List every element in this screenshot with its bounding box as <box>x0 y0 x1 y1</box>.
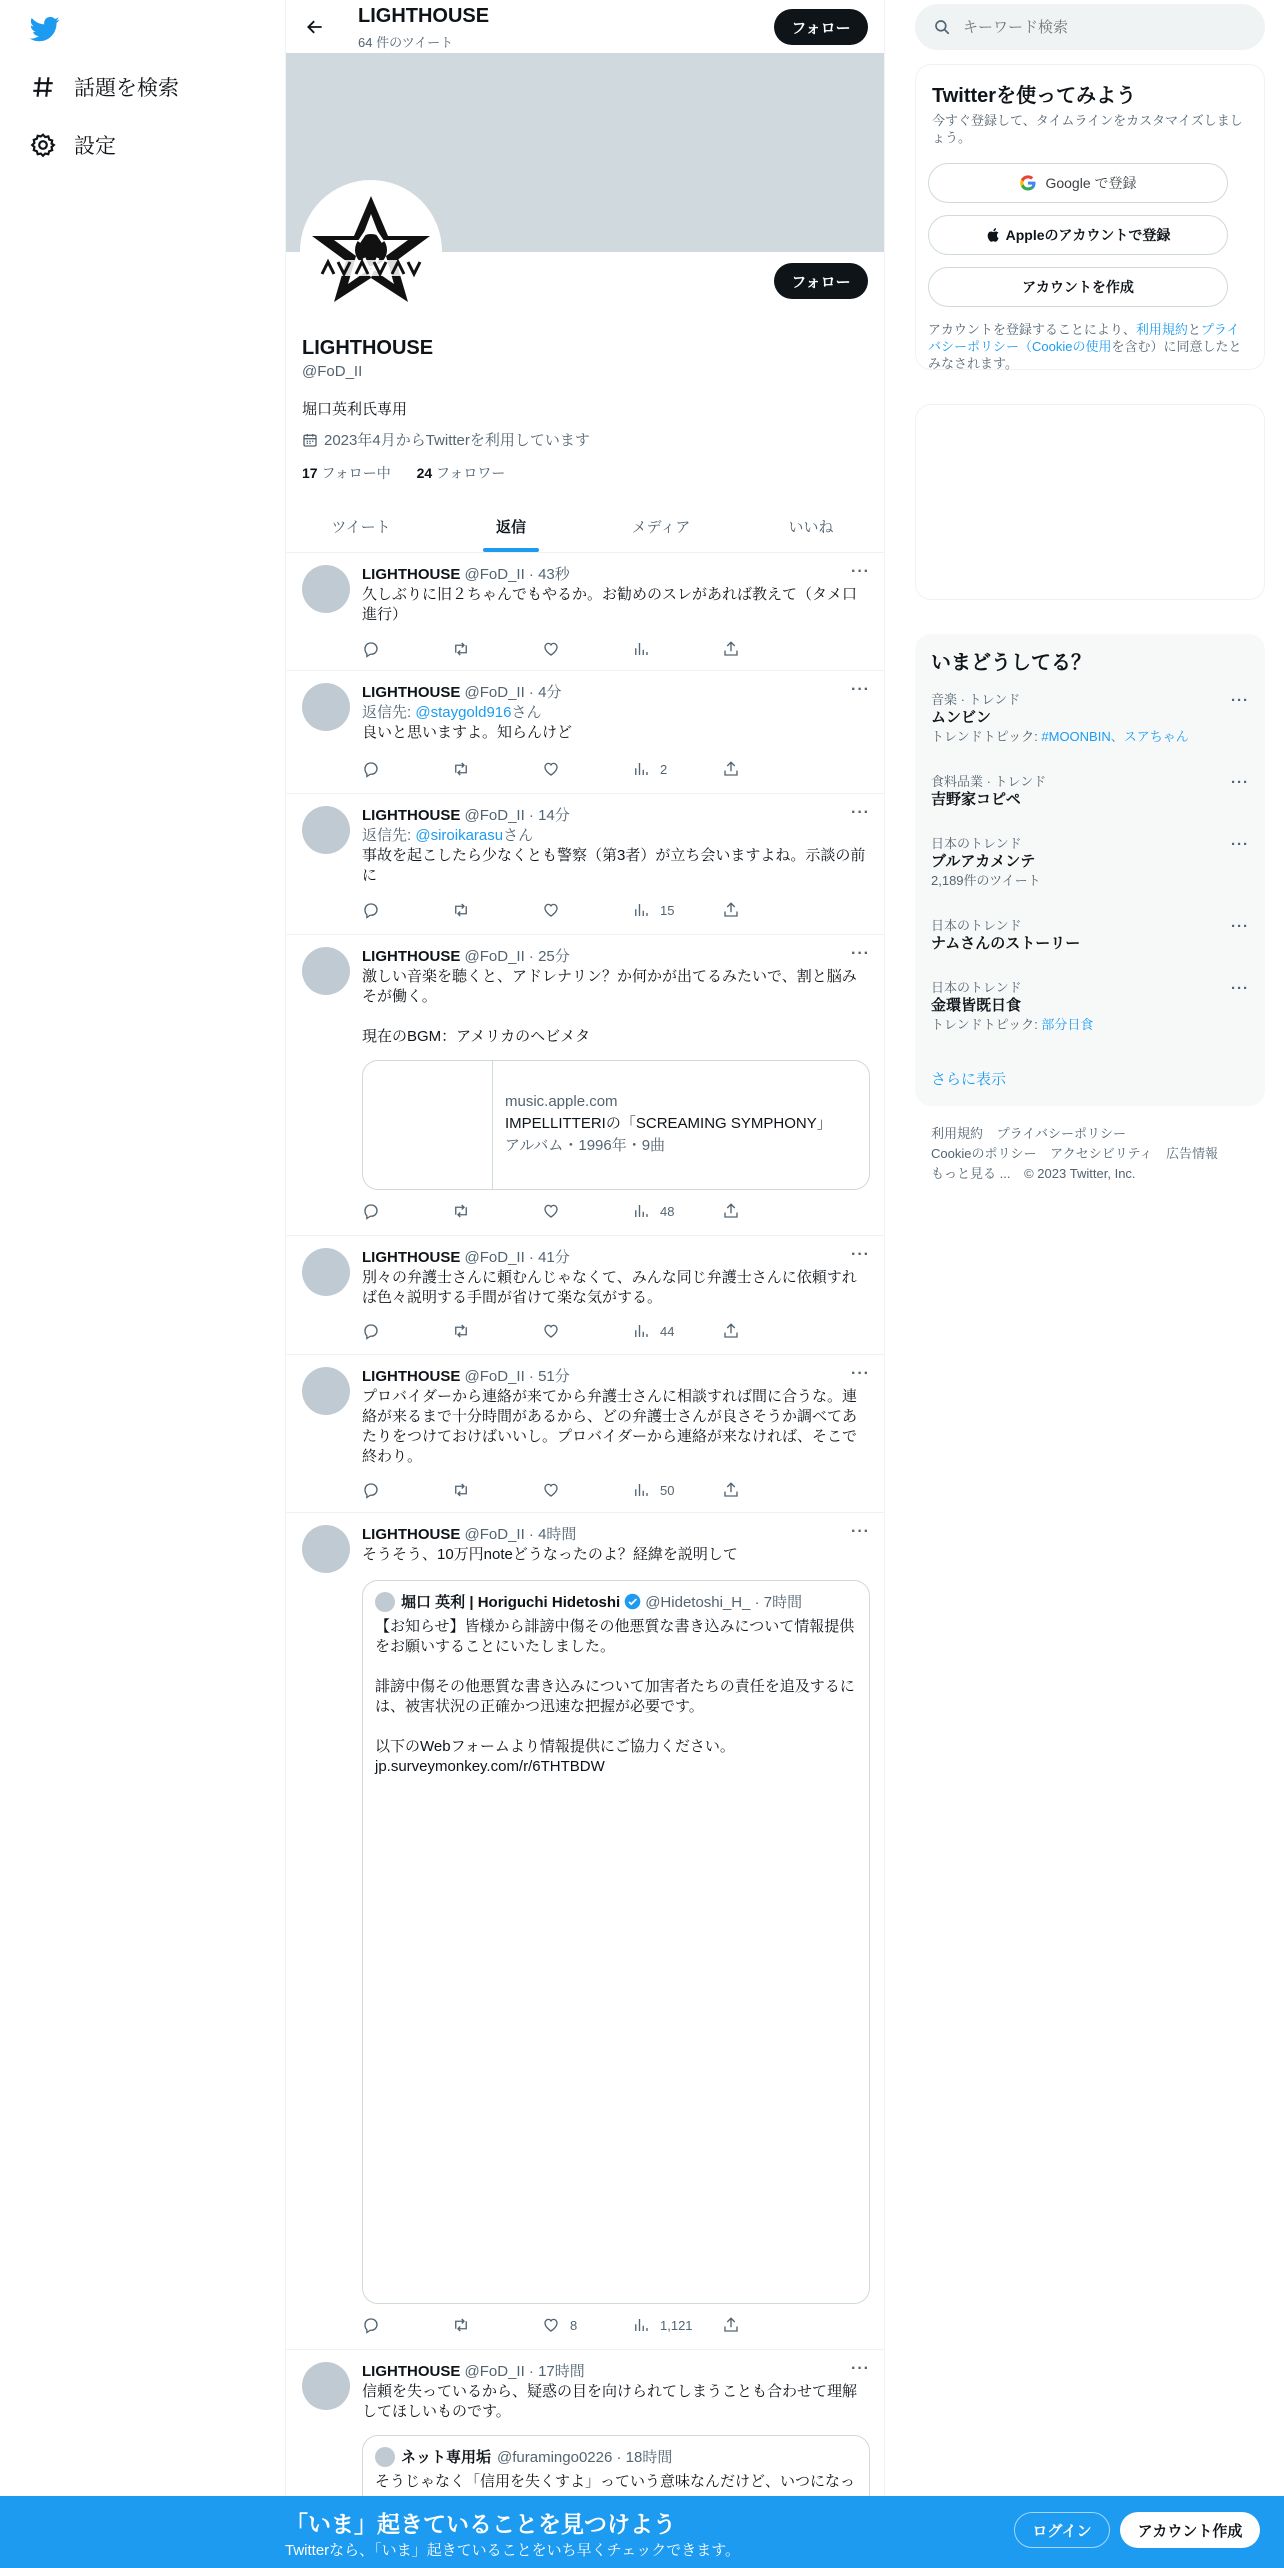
nav-settings[interactable] <box>28 130 116 160</box>
trend-item[interactable] <box>931 918 1249 954</box>
trend-category: 日本のトレンド <box>931 918 1022 933</box>
legal-text: アカウントを登録することにより、 <box>928 322 1136 337</box>
reply-suffix: さん <box>503 827 534 844</box>
google-icon <box>1019 174 1037 192</box>
login-button[interactable]: ログイン <box>1014 2512 1110 2548</box>
tweet-avatar[interactable] <box>302 565 350 613</box>
share-icon <box>722 640 750 658</box>
tweet-body <box>362 947 870 1047</box>
signup-title: Twitterを使ってみよう <box>932 85 1137 107</box>
tweet-text: 別々の弁護士さんに頼むんじゃなくて、みんな同じ弁護士さんに依頼すれば色々説明する手間が省けて楽な気がする。 <box>362 1269 857 1306</box>
tab-likes[interactable]: いいね <box>788 518 834 536</box>
reply-icon <box>362 1481 390 1499</box>
views-count: 44 <box>660 1323 675 1339</box>
profile-header-bar <box>286 0 885 53</box>
trend-topic-prefix: トレンドトピック: <box>931 1017 1042 1032</box>
views-count: 48 <box>660 1203 675 1219</box>
more-icon[interactable]: ··· <box>1231 836 1249 853</box>
tweet-author-name[interactable]: LIGHTHOUSE <box>362 1526 461 1543</box>
like-button[interactable] <box>542 1321 632 1341</box>
legal-text: と <box>1187 322 1201 337</box>
trend-tweet-count: 2,189件のツイート <box>931 873 1041 888</box>
search-input[interactable] <box>963 19 1243 36</box>
more-icon[interactable]: ··· <box>851 804 870 821</box>
views-button[interactable] <box>632 900 722 920</box>
tweet-author-name[interactable]: LIGHTHOUSE <box>362 948 461 965</box>
link-card-domain: music.apple.com <box>505 1093 618 1110</box>
trend-item[interactable] <box>931 692 1249 746</box>
trend-subtitle <box>931 728 1249 746</box>
heart-icon <box>542 1322 570 1340</box>
trend-category: 食料品業 · トレンド <box>931 774 1047 789</box>
reply-icon <box>362 640 390 658</box>
left-nav <box>0 0 285 2568</box>
tweet-actions <box>362 2315 812 2335</box>
share-icon <box>722 901 750 919</box>
nav-explore-label: 話題を検索 <box>74 77 179 100</box>
quoted-tweet-text: 【お知らせ】皆様から誹謗中傷その他悪質な書き込みについて情報提供をお願いすることにいたしました。 誹謗中傷その他悪質な書き込みについて加害者たちの責任を追及するには、被害状況の正確かつ迅速な把握が必要です。 以下のWebフォームより情報提供にご協力ください。 jp.surveymonkey.com/r/6THTBDW <box>375 1618 855 1775</box>
reply-prefix: 返信先: <box>362 704 416 721</box>
tweet-actions <box>362 1480 812 1500</box>
tweet-body <box>362 1367 870 1467</box>
more-icon[interactable]: ··· <box>851 1365 870 1382</box>
profile-name: LIGHTHOUSE <box>302 337 434 359</box>
profile-avatar[interactable] <box>300 180 442 322</box>
tweet-author-name[interactable]: LIGHTHOUSE <box>362 684 461 701</box>
signup-card <box>915 64 1265 370</box>
retweet-button[interactable] <box>452 2315 542 2335</box>
retweet-button[interactable] <box>452 1201 542 1221</box>
share-icon <box>722 1202 750 1220</box>
share-button[interactable] <box>722 759 812 779</box>
reply-icon <box>362 901 390 919</box>
trend-category: 日本のトレンド <box>931 836 1022 851</box>
more-icon[interactable]: ··· <box>851 681 870 698</box>
share-button[interactable] <box>722 639 812 659</box>
reply-button[interactable] <box>362 639 452 659</box>
retweet-button[interactable] <box>452 639 542 659</box>
tweet-author-name[interactable]: LIGHTHOUSE <box>362 1368 461 1385</box>
tweet-actions <box>362 1321 812 1341</box>
quoted-tweet-header <box>375 1591 802 1612</box>
views-icon <box>632 1481 660 1499</box>
trend-topic-prefix: トレンドトピック: <box>931 729 1042 744</box>
share-icon <box>722 1481 750 1499</box>
bottom-bar-subtitle: Twitterなら、「いま」起きていることをいち早くチェックできます。 <box>285 2542 741 2559</box>
tweet-body <box>362 565 870 625</box>
tweet-avatar[interactable] <box>302 2362 350 2410</box>
views-button[interactable] <box>632 1480 722 1500</box>
google-signup-label: Google で登録 <box>1045 175 1137 191</box>
footer-privacy-link[interactable]: プライバシーポリシー <box>996 1126 1126 1141</box>
tab-media[interactable]: メディア <box>631 518 691 536</box>
tweet-body <box>362 683 870 743</box>
quoted-tweet-header <box>375 2446 672 2467</box>
reply-button[interactable] <box>362 1201 452 1221</box>
trend-name: ムンビン <box>931 709 992 726</box>
search-icon <box>933 18 951 36</box>
tweet[interactable] <box>286 794 885 935</box>
profile-stats <box>302 463 505 483</box>
tweet-avatar[interactable] <box>302 1525 350 1573</box>
tweet-body <box>362 806 870 886</box>
privacy-link[interactable]: プライバシーポリシー（Cookieの使用 <box>928 322 1240 354</box>
retweet-icon <box>452 2316 480 2334</box>
heart-icon <box>542 2316 570 2334</box>
reply-button[interactable] <box>362 759 452 779</box>
tweet-author-name[interactable]: LIGHTHOUSE <box>362 2363 461 2380</box>
retweet-button[interactable] <box>452 1480 542 1500</box>
tweet-meta: @FoD_II · 25分 <box>464 948 570 965</box>
followers-label: フォロワー <box>436 465 506 481</box>
trend-category: 日本のトレンド <box>931 980 1022 995</box>
like-button[interactable] <box>542 639 632 659</box>
tweet-reply-to <box>362 826 870 846</box>
quoted-tweet-meta: @furamingo0226 · 18時間 <box>497 2449 673 2466</box>
share-button[interactable] <box>722 2315 812 2335</box>
retweet-icon <box>452 1481 480 1499</box>
reply-icon <box>362 2316 390 2334</box>
signup-legal <box>928 321 1248 372</box>
show-more-link[interactable]: さらに表示 <box>931 1071 1007 1088</box>
tweet-avatar[interactable] <box>302 806 350 854</box>
tweet[interactable] <box>286 1513 885 2350</box>
more-icon[interactable]: ··· <box>1231 692 1249 709</box>
tweet-actions <box>362 1201 812 1221</box>
reply-prefix: 返信先: <box>362 827 416 844</box>
like-button[interactable] <box>542 2315 632 2335</box>
views-icon <box>632 640 660 658</box>
trend-topic-link[interactable]: 部分日食 <box>1041 1017 1094 1032</box>
like-count: 8 <box>570 2317 578 2333</box>
empty-widget <box>915 404 1265 600</box>
heart-icon <box>542 640 570 658</box>
reply-suffix: さん <box>511 704 542 721</box>
trend-name: 金環皆既日食 <box>931 997 1022 1014</box>
tab-replies[interactable]: 返信 <box>436 500 586 552</box>
link-card-thumbnail <box>363 1061 493 1189</box>
share-icon <box>722 760 750 778</box>
tweet-text: プロバイダーから連絡が来てから弁護士さんに相談すれば間に合うな。連絡が来るまで十分時間があるから、どの弁護士さんが良さそうか調べてあたりをつけておけばいいし。プロバイダーから連絡が来なければ、そこで終わり。 <box>362 1388 858 1465</box>
link-card-subtitle: アルバム・1996年・9曲 <box>505 1137 666 1154</box>
views-count: 2 <box>660 761 668 777</box>
like-button[interactable] <box>542 759 632 779</box>
footer-links <box>931 1124 1261 1184</box>
footer-copyright: © 2023 Twitter, Inc. <box>1024 1166 1136 1181</box>
hashtag-icon <box>28 72 58 102</box>
views-count: 1,121 <box>660 2317 693 2333</box>
tweet-actions <box>362 639 812 659</box>
quoted-tweet-avatar <box>375 1592 395 1612</box>
terms-link[interactable]: 利用規約 <box>1135 322 1188 337</box>
tweet-actions <box>362 900 812 920</box>
following-count: 17 <box>302 465 318 481</box>
tweet-text: 良いと思いますよ。知らんけど <box>362 724 573 741</box>
views-button[interactable] <box>632 2315 722 2335</box>
trend-item[interactable] <box>931 836 1249 890</box>
tweet-avatar[interactable] <box>302 683 350 731</box>
more-icon[interactable]: ··· <box>851 2360 870 2377</box>
views-icon <box>632 1202 660 1220</box>
profile-joined-text: 2023年4月からTwitterを利用しています <box>324 432 590 449</box>
footer-more-link[interactable]: もっと見る ... <box>931 1166 1011 1181</box>
tweet-meta: @FoD_II · 43秒 <box>464 566 570 583</box>
retweet-icon <box>452 901 480 919</box>
tweet[interactable] <box>286 553 885 671</box>
tweet-text: 事故を起こしたら少なくとも警察（第3者）が立ち会いますよね。示談の前に <box>362 847 866 884</box>
views-count: 50 <box>660 1482 675 1498</box>
trend-item[interactable] <box>931 980 1249 1034</box>
nav-settings-label: 設定 <box>74 135 116 158</box>
create-account-button[interactable]: アカウントを作成 <box>928 267 1228 307</box>
share-icon <box>722 1322 750 1340</box>
profile-follow-button[interactable]: フォロー <box>774 263 868 299</box>
profile-bio: 堀口英利氏専用 <box>302 401 408 418</box>
reply-mention-link[interactable]: @staygold916 <box>415 704 512 721</box>
views-button[interactable] <box>632 1321 722 1341</box>
tweet-body <box>362 1525 870 1565</box>
more-icon[interactable]: ··· <box>1231 980 1249 997</box>
signup-subtitle: 今すぐ登録して、タイムラインをカスタマイズしましょう。 <box>932 113 1243 145</box>
tweet-reply-to <box>362 703 870 723</box>
link-card-info <box>505 1091 859 1157</box>
main-column <box>285 0 885 2568</box>
link-card-title: IMPELLITTERIの「SCREAMING SYMPHONY」 <box>505 1115 832 1132</box>
apple-icon <box>986 227 1002 243</box>
retweet-icon <box>452 640 480 658</box>
twitter-logo-icon[interactable] <box>28 14 62 44</box>
like-button[interactable] <box>542 1201 632 1221</box>
quoted-tweet[interactable] <box>362 1580 870 2304</box>
more-icon[interactable]: ··· <box>1231 918 1249 935</box>
tweet-avatar[interactable] <box>302 1248 350 1296</box>
quoted-tweet-meta: @Hidetoshi_H_ · 7時間 <box>645 1594 803 1611</box>
trends-title: いまどうしてる？ <box>931 652 1091 674</box>
bottom-bar-title: 「いま」起きていることを見つけよう <box>285 2511 676 2537</box>
tweet-body <box>362 2362 870 2422</box>
tweet-meta: @FoD_II · 51分 <box>464 1368 570 1385</box>
reply-icon <box>362 760 390 778</box>
reply-icon <box>362 1322 390 1340</box>
views-icon <box>632 760 660 778</box>
tweet-avatar[interactable] <box>302 1367 350 1415</box>
followers-link[interactable] <box>417 465 506 481</box>
more-icon[interactable]: ··· <box>1231 774 1249 791</box>
share-button[interactable] <box>722 1201 812 1221</box>
following-link[interactable] <box>302 465 391 481</box>
views-button[interactable] <box>632 1201 722 1221</box>
calendar-icon <box>302 432 318 448</box>
trend-item[interactable] <box>931 774 1249 810</box>
views-icon <box>632 2316 660 2334</box>
google-signup-button[interactable] <box>928 163 1228 203</box>
link-card[interactable] <box>362 1060 870 1190</box>
reply-icon <box>362 1202 390 1220</box>
share-icon <box>722 2316 750 2334</box>
tweet-avatar[interactable] <box>302 947 350 995</box>
quoted-tweet-author: ネット専用垢 <box>401 2449 492 2466</box>
trend-topic-link[interactable]: #MOONBIN、スアちゃん <box>1041 729 1189 744</box>
more-icon[interactable]: ··· <box>851 563 870 580</box>
nav-explore[interactable] <box>28 72 179 102</box>
retweet-button[interactable] <box>452 1321 542 1341</box>
tweet[interactable] <box>286 935 885 1236</box>
signup-button[interactable]: アカウント作成 <box>1120 2512 1260 2548</box>
apple-signup-button[interactable] <box>928 215 1228 255</box>
retweet-button[interactable] <box>452 759 542 779</box>
search-box[interactable] <box>915 4 1265 50</box>
header-title: LIGHTHOUSE <box>358 5 490 27</box>
followers-count: 24 <box>416 465 433 481</box>
back-arrow-icon[interactable] <box>300 12 330 42</box>
more-icon[interactable]: ··· <box>851 945 870 962</box>
views-button[interactable] <box>632 639 722 659</box>
tweet-text: そうそう、10万円noteどうなったのよ？経緯を説明して <box>362 1546 738 1563</box>
tweet-text: 激しい音楽を聴くと、アドレナリン？か何かが出てるみたいで、割と脳みそが働く。 現在のBGM：アメリカのヘビメタ <box>362 968 857 1045</box>
legal-text: を含む）に同意したとみなされます。 <box>928 339 1242 371</box>
footer-terms-link[interactable]: 利用規約 <box>931 1126 984 1141</box>
tweet-meta: @FoD_II · 4時間 <box>464 1526 577 1543</box>
quoted-tweet-text: そうじゃなく「信用を失くすよ」っていう意味なんだけど、いつになっ <box>375 2473 856 2490</box>
tweet-meta: @FoD_II · 14分 <box>464 807 570 824</box>
more-icon[interactable]: ··· <box>851 1523 870 1540</box>
header-follow-button[interactable]: フォロー <box>774 9 868 45</box>
retweet-icon <box>452 760 480 778</box>
share-button[interactable] <box>722 1480 812 1500</box>
quoted-tweet-avatar <box>375 2447 395 2467</box>
profile-handle: @FoD_II <box>302 363 363 380</box>
views-count: 15 <box>660 902 675 918</box>
footer-accessibility-link[interactable]: アクセシビリティ <box>1050 1146 1153 1161</box>
tweet-meta: @FoD_II · 41分 <box>464 1249 570 1266</box>
trend-name: ブルアカメンテ <box>931 853 1036 870</box>
profile-joined <box>302 429 590 450</box>
tweet-actions <box>362 759 812 779</box>
trend-subtitle <box>931 1016 1249 1034</box>
more-icon[interactable]: ··· <box>851 1246 870 1263</box>
reply-button[interactable] <box>362 900 452 920</box>
profile-tabs <box>286 500 885 553</box>
retweet-icon <box>452 1202 480 1220</box>
trend-name: 吉野家コピペ <box>931 791 1021 808</box>
views-button[interactable] <box>632 759 722 779</box>
following-label: フォロー中 <box>321 465 391 481</box>
tweet[interactable] <box>286 1355 885 1513</box>
trend-category: 音楽 · トレンド <box>931 692 1021 707</box>
share-button[interactable] <box>722 900 812 920</box>
apple-signup-label: Appleのアカウントで登録 <box>1005 227 1171 243</box>
like-button[interactable] <box>542 900 632 920</box>
views-icon <box>632 1322 660 1340</box>
share-button[interactable] <box>722 1321 812 1341</box>
tweet-text: 信頼を失っているから、疑惑の目を向けられてしまうことも合わせて理解してほしいものです。 <box>362 2383 858 2420</box>
reply-button[interactable] <box>362 2315 452 2335</box>
signup-bottom-bar <box>0 2496 1284 2568</box>
header-tweet-count: 64 件のツイート <box>358 35 454 50</box>
footer-cookie-link[interactable]: Cookieのポリシー <box>931 1146 1037 1161</box>
tweet-author-name[interactable]: LIGHTHOUSE <box>362 1249 461 1266</box>
retweet-button[interactable] <box>452 900 542 920</box>
heart-icon <box>542 760 570 778</box>
reply-button[interactable] <box>362 1321 452 1341</box>
heart-icon <box>542 1481 570 1499</box>
tweet-meta: @FoD_II · 4分 <box>464 684 562 701</box>
tweet-author-name[interactable]: LIGHTHOUSE <box>362 807 461 824</box>
tweet-text: 久しぶりに旧２ちゃんでもやるか。お勧めのスレがあれば教えて（タメ口進行） <box>362 586 858 623</box>
quoted-tweet-author: 堀口 英利 | Horiguchi Hidetoshi <box>401 1594 621 1611</box>
footer-ads-link[interactable]: 広告情報 <box>1166 1146 1219 1161</box>
tweet-meta: @FoD_II · 17時間 <box>464 2363 585 2380</box>
tab-tweets[interactable]: ツイート <box>331 518 391 536</box>
reply-button[interactable] <box>362 1480 452 1500</box>
reply-mention-link[interactable]: @siroikarasu <box>415 827 504 844</box>
gear-icon <box>28 130 58 160</box>
views-icon <box>632 901 660 919</box>
tweet-body <box>362 1248 870 1308</box>
like-button[interactable] <box>542 1480 632 1500</box>
tweet[interactable] <box>286 1236 885 1355</box>
tweet[interactable] <box>286 671 885 794</box>
heart-icon <box>542 1202 570 1220</box>
verified-badge-icon <box>624 1593 641 1610</box>
tweet-author-name[interactable]: LIGHTHOUSE <box>362 566 461 583</box>
trend-name: ナムさんのストーリー <box>931 935 1081 952</box>
heart-icon <box>542 901 570 919</box>
retweet-icon <box>452 1322 480 1340</box>
trends-panel <box>915 634 1265 1106</box>
